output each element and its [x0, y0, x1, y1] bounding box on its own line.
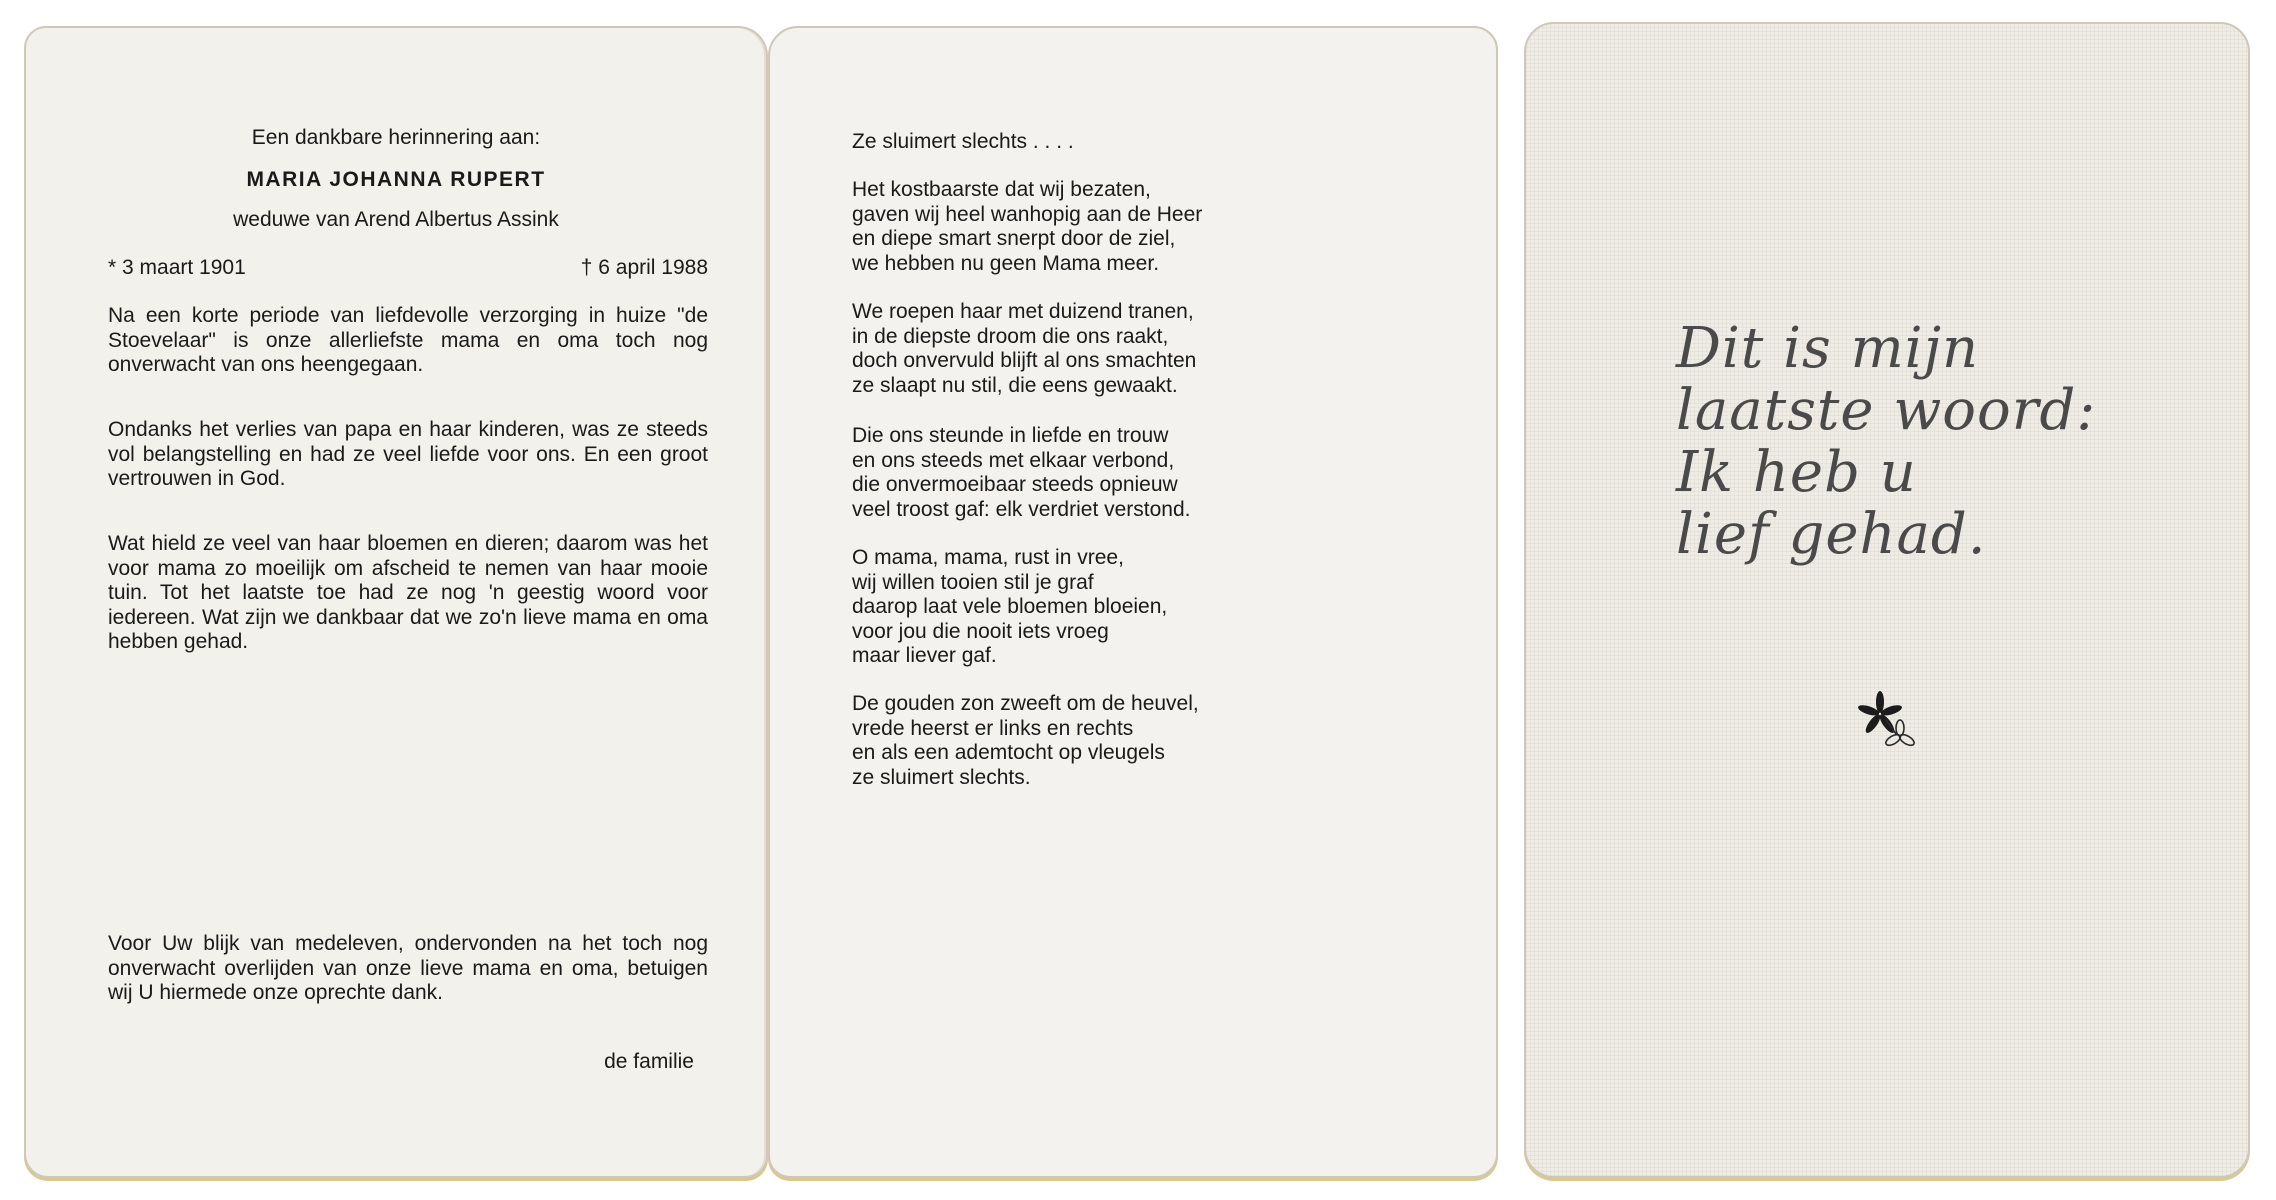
death-date: † 6 april 1988	[580, 256, 708, 279]
card-middle-page	[768, 26, 1498, 1178]
card-left-page	[24, 26, 768, 1178]
life-dates	[108, 256, 708, 281]
poem-stanza-5: De gouden zon zweeft om de heuvel, vrede heerst er links en rechts en als een ademtocht op vleugels ze sluimert slechts.	[852, 692, 1199, 789]
card-cover-page	[1524, 22, 2250, 1178]
widow-of-line: weduwe van Arend Albertus Assink	[233, 208, 559, 231]
poem-stanza-2: We roepen haar met duizend tranen, in de diepste droom die ons raakt, doch onvervuld blijft al ons smachten ze slaapt nu stil, die eens gewaakt.	[852, 300, 1197, 397]
deceased-name: MARIA JOHANNA RUPERT	[246, 168, 546, 191]
birth-date: * 3 maart 1901	[108, 256, 246, 279]
flower-ornament-icon	[1852, 686, 1932, 766]
paragraph-care: Na een korte periode van liefdevolle verzorging in huize "de Stoevelaar" is onze allerliefste mama en oma toch nog onverwacht van ons heengegaan.	[108, 304, 708, 376]
handwritten-verse: Dit is mijn laatste woord: Ik heb u lief gehad.	[1676, 316, 2097, 567]
poem-title: Ze sluimert slechts . . . .	[852, 130, 1074, 153]
thanks-paragraph: Voor Uw blijk van medeleven, ondervonden na het toch nog onverwacht overlijden van onze lieve mama en oma, betuigen wij U hiermede onze oprechte dank.	[108, 932, 708, 1004]
paragraph-loss: Ondanks het verlies van papa en haar kinderen, was ze steeds vol belangstelling en had ze veel liefde voor ons. En een groot vertrouwen in God.	[108, 418, 708, 490]
poem-stanza-1: Het kostbaarste dat wij bezaten, gaven wij heel wanhopig aan de Heer en diepe smart snerpt door de ziel, we hebben nu geen Mama meer.	[852, 178, 1203, 275]
signature-family: de familie	[604, 1050, 694, 1073]
paragraph-garden: Wat hield ze veel van haar bloemen en dieren; daarom was het voor mama zo moeilijk om afscheid te nemen van haar mooie tuin. Tot het laatste toe had ze nog 'n geestig woord voor iedereen. Wat zijn we dankbaar dat we zo'n lieve mama en oma hebben gehad.	[108, 532, 708, 653]
poem-stanza-4: O mama, mama, rust in vree, wij willen tooien stil je graf daarop laat vele bloemen bloeien, voor jou die nooit iets vroeg maar liever gaf.	[852, 546, 1168, 667]
poem-stanza-3: Die ons steunde in liefde en trouw en ons steeds met elkaar verbond, die onvermoeibaar steeds opnieuw veel troost gaf: elk verdriet verstond.	[852, 424, 1191, 521]
intro-line: Een dankbare herinnering aan:	[251, 126, 541, 149]
